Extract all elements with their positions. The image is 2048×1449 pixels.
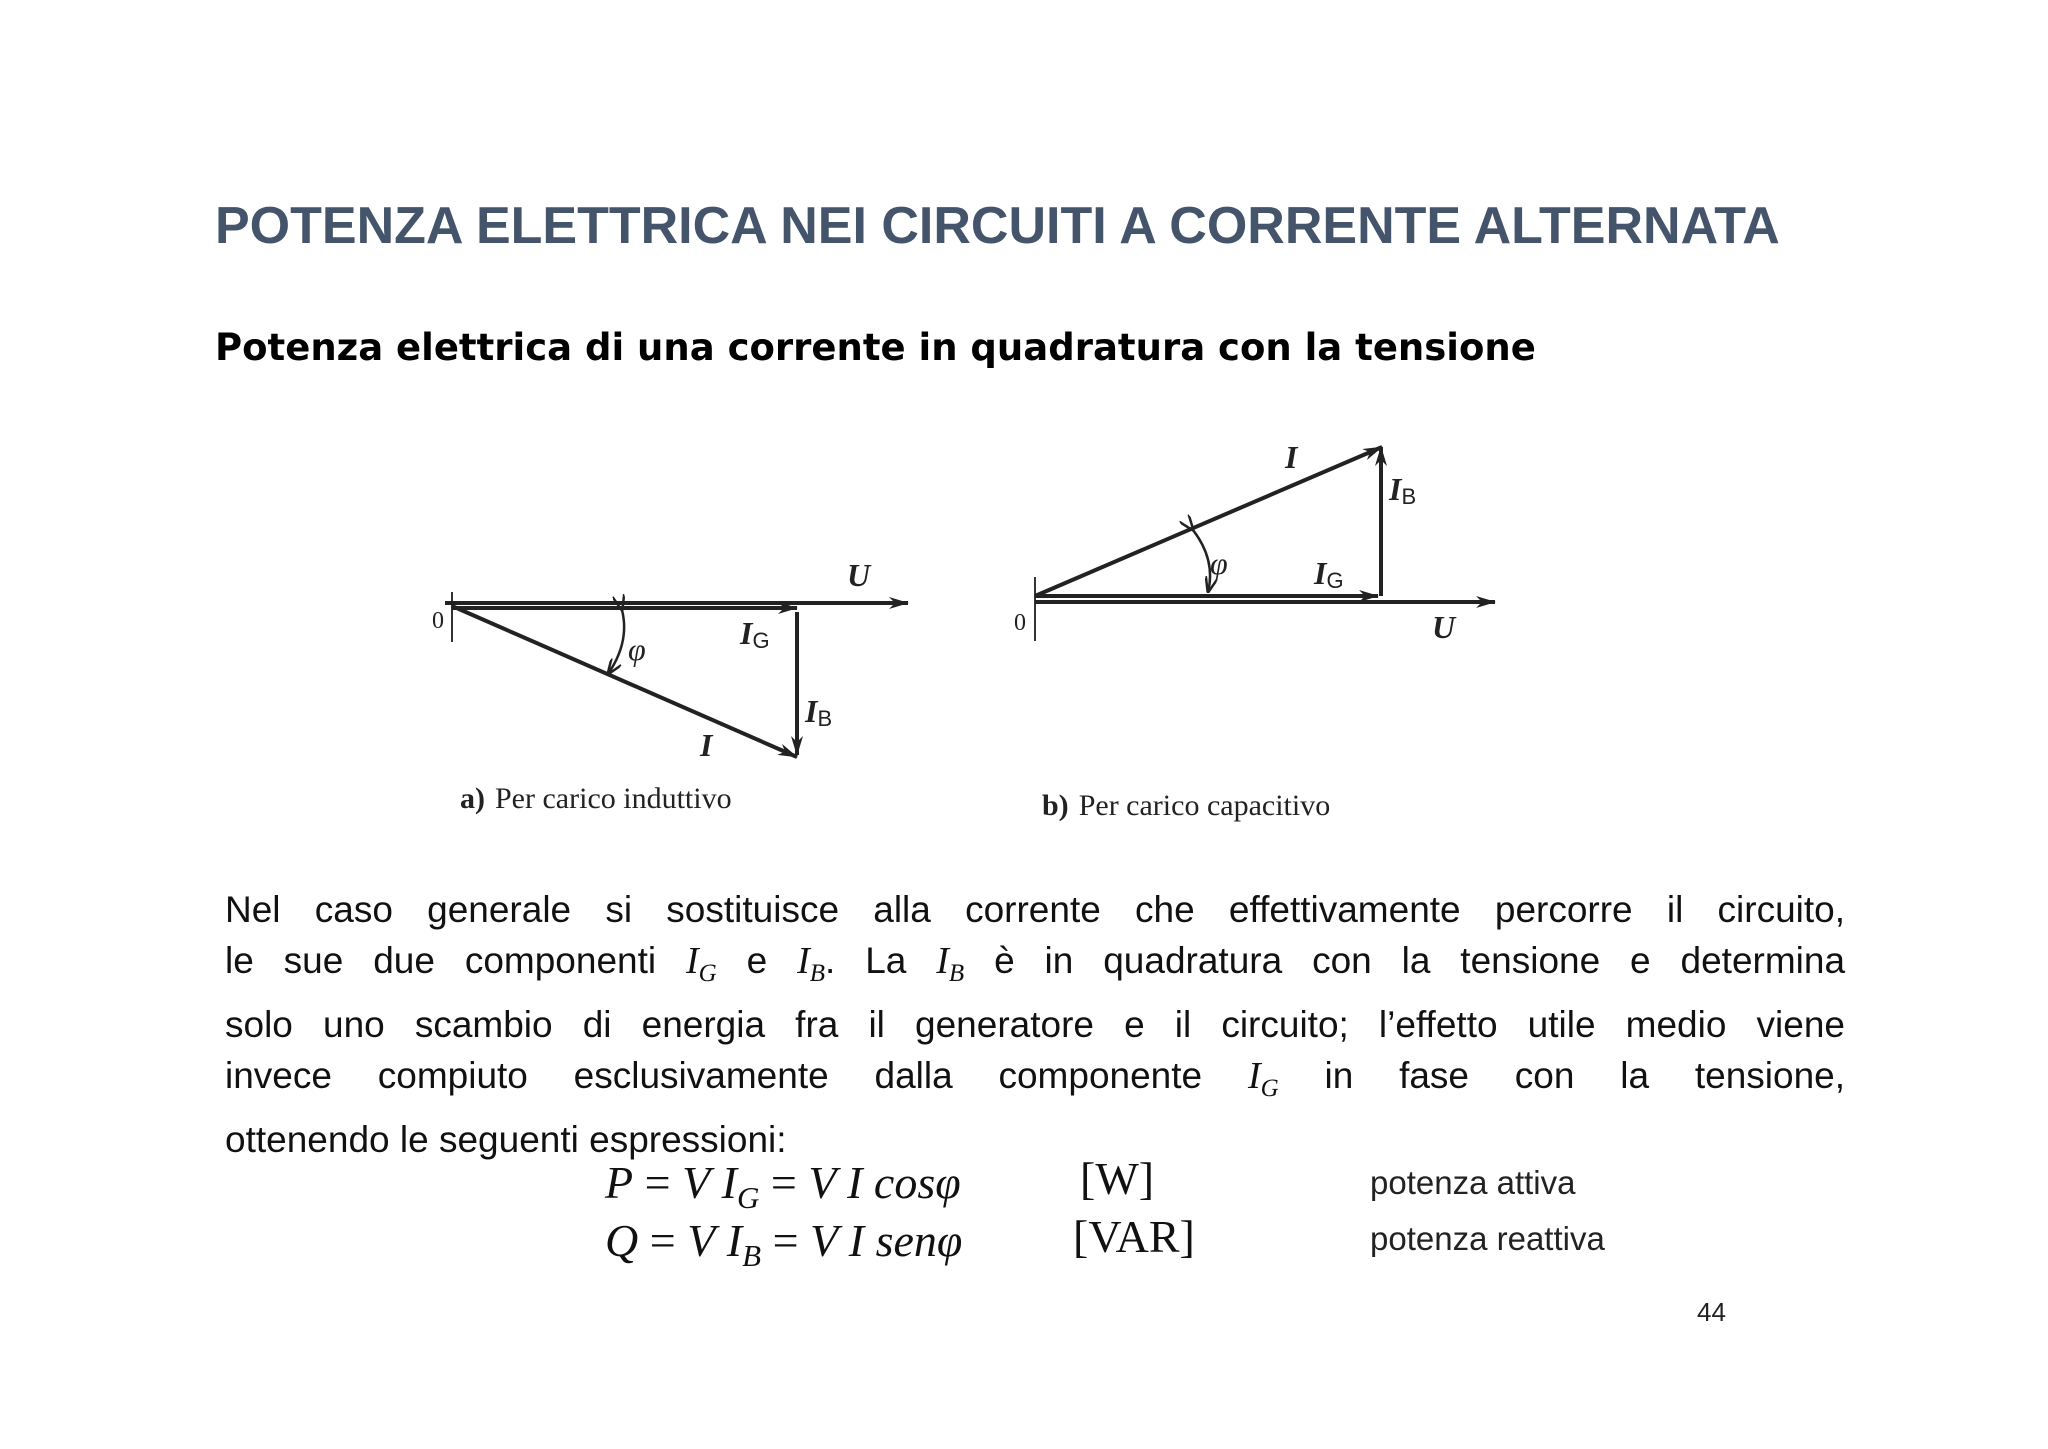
diagram-b-phase-arc [1193, 530, 1210, 592]
var-ib: $I_B$ [936, 940, 965, 987]
diagram-a [432, 557, 908, 815]
unit-var: [VAR] [1073, 1211, 1195, 1262]
diagram-b-caption: b) Per carico capacitivo [1042, 789, 1331, 822]
diagram-b [1014, 439, 1495, 822]
paragraph-line-1: Nel caso generale si sostituisce alla corrente che effettivamente percorre il circuito, [225, 889, 1845, 930]
diagram-a-ib-label: IB [805, 693, 833, 731]
diagram-b-voltage-label: U [1432, 609, 1456, 645]
var-ig: $I_G$ [686, 940, 717, 987]
slide-title: POTENZA ELETTRICA NEI CIRCUITI A CORRENTE ALTERNATA [215, 197, 1780, 255]
formula-active-power: P = V $I_G = V$ I cosφ [605, 1157, 961, 1215]
paragraph-line-2: le sue due componenti $I_G$ e $I_B$. La $I_B$ è in quadratura con la tensione e determina [225, 940, 1846, 987]
diagram-b-origin-label: 0 [1014, 610, 1026, 636]
formula-reactive-power: Q = V $I_B = V$ I senφ [605, 1215, 963, 1273]
diagram-b-current-label: I [1285, 439, 1298, 475]
unit-watt: [W] [1080, 1153, 1155, 1204]
diagram-a-origin-label: 0 [432, 608, 444, 634]
diagram-a-ig-label: IG [740, 615, 770, 653]
diagram-b-ib-label: IB [1389, 471, 1417, 509]
paragraph-line-3: solo uno scambio di energia fra il generatore e il circuito; l’effetto utile medio viene [225, 1004, 1845, 1045]
diagram-a-phase-label: φ [628, 631, 646, 667]
diagram-a-caption: a) Per carico induttivo [460, 782, 732, 815]
page-number: 44 [1697, 1297, 1726, 1327]
paragraph-line-5: ottenendo le seguenti espressioni: [225, 1119, 787, 1160]
slide-subtitle: Potenza elettrica di una corrente in quadratura con la tensione [215, 326, 1536, 369]
var-ib: $I_B$ [797, 940, 826, 987]
diagram-a-current-label: I [700, 727, 713, 763]
var-ig: $I_G$ [1247, 1055, 1279, 1102]
body-paragraph [225, 884, 1845, 1165]
paragraph-line-4: invece compiuto esclusivamente dalla componente $I_G$ in fase con la tensione, [225, 1055, 1846, 1102]
diagram-b-phase-label: φ [1210, 545, 1228, 581]
diagram-b-ig-label: IG [1314, 555, 1344, 593]
label-reactive-power: potenza reattiva [1370, 1220, 1605, 1257]
diagram-a-voltage-label: U [847, 557, 871, 593]
label-active-power: potenza attiva [1370, 1164, 1576, 1201]
diagram-a-phase-arc [608, 610, 624, 674]
